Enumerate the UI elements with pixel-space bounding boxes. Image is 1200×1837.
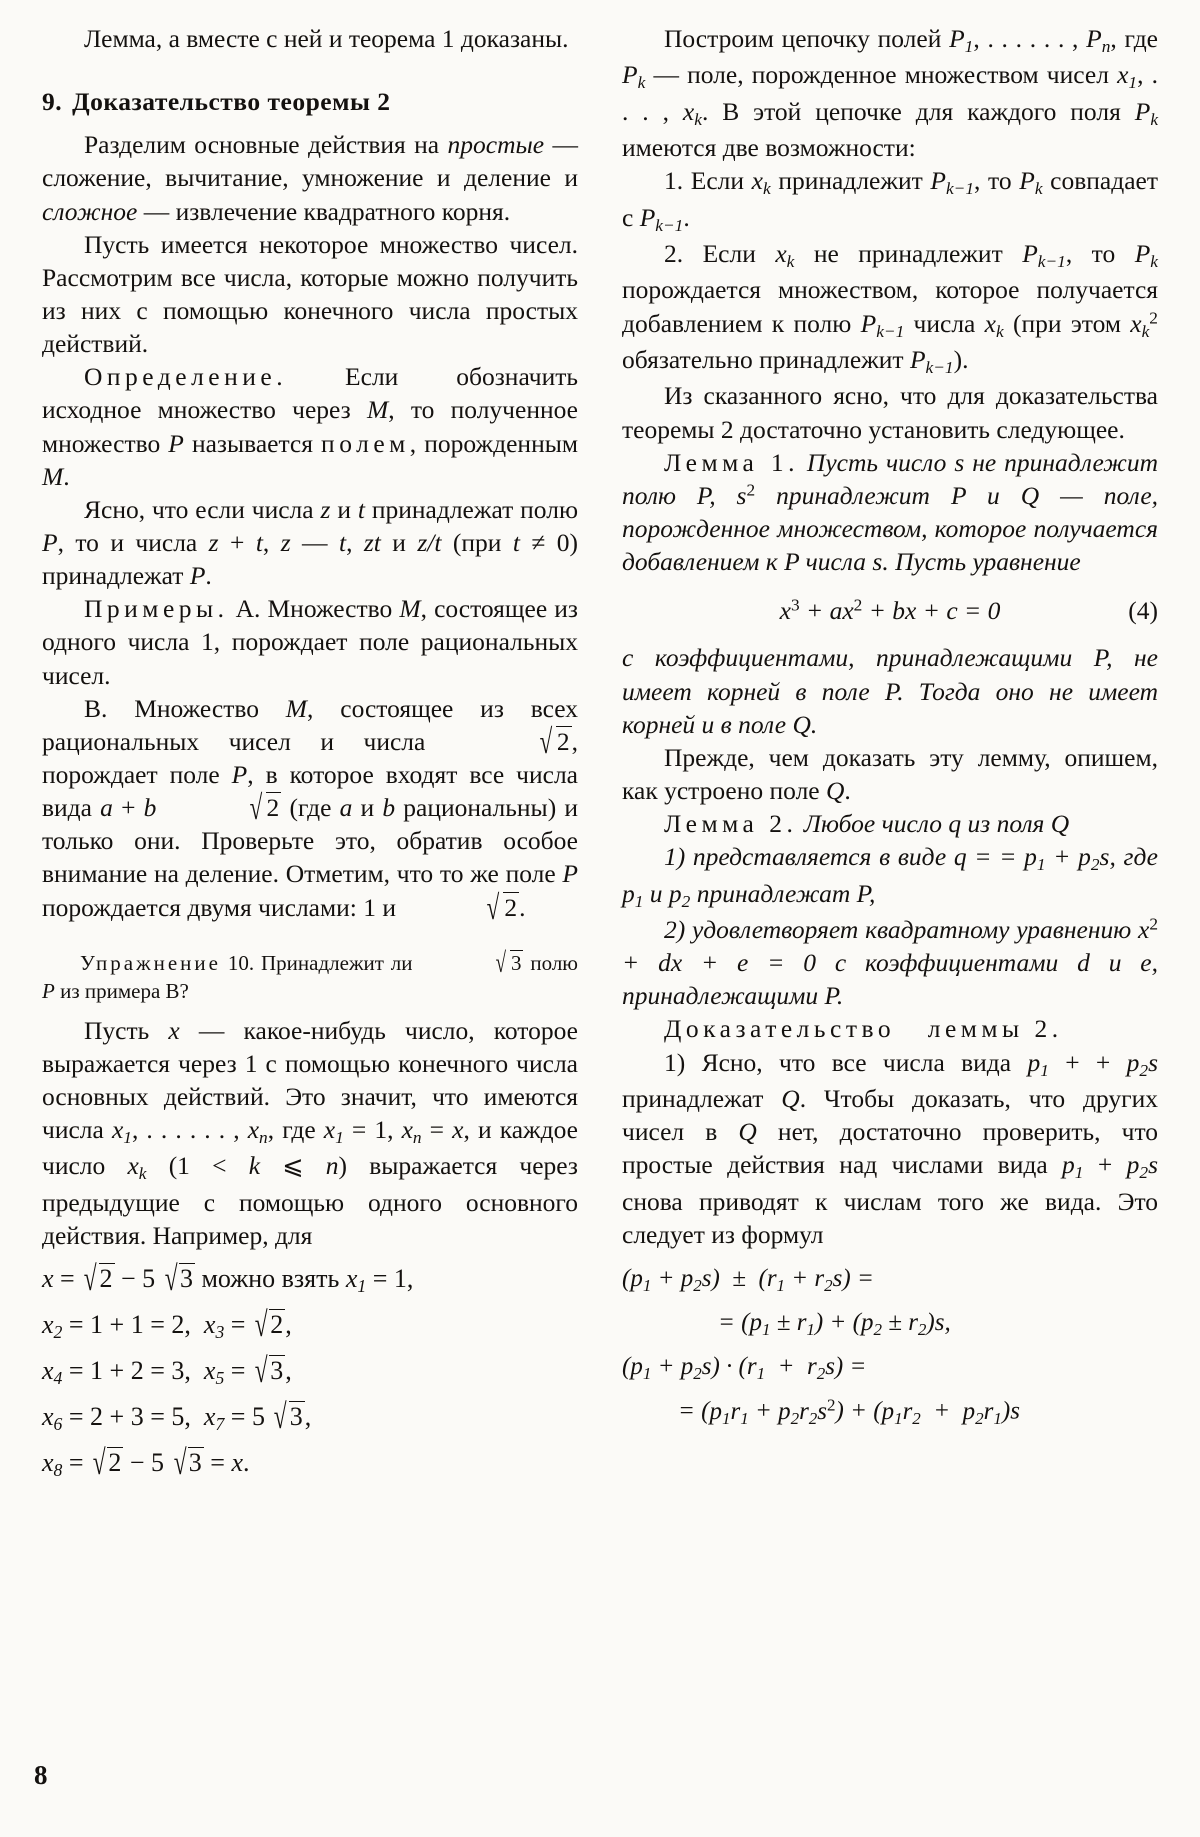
- paragraph-chain: Построим цепочку полей $P_1$, . . . . . . , $P_n$, где $P_k$ — поле, порожденное множеством чисел $x_1$, . . . , $x_k$. В этой цепочке для каждого поля $P_k$ имеются две возможности:: [622, 24, 1159, 163]
- lemma-2: Лемма 2. Любое число q из поля Q: [664, 809, 1070, 839]
- page-number: 8: [34, 1760, 48, 1790]
- two-column-body: [42, 22, 1158, 1492]
- equation-4: [622, 594, 1158, 627]
- exercise-10: Упражнение 10. Принадлежит ли √ 3 полю P из примера В?: [42, 946, 578, 1003]
- equation-x6-x7: $x_6 = 2 + 3 = 5$, $x_7 = 5$ √ 3,: [42, 1396, 312, 1436]
- equation-x8: $x_8$ = √ 2 − 5 √ 3 = x.: [42, 1442, 250, 1482]
- left-column: [42, 22, 578, 1492]
- paragraph-1: Разделим основные действия на простые — сложение, вычитание, умножение и деление и сложное — извлечение квадратного корня.: [42, 130, 579, 226]
- paragraph-example-b: В. Множество M, состоящее из всех рациональных чисел и числа √ 2, порождает поле P, в которое входят все числа вида a + b √ 2 (где a и b рациональны) и только они. Проверьте это, обратив особое внимание на деление. Отметим, что то же поле P порождается двумя числами: 1 и √ 2.: [42, 693, 578, 927]
- equation-x4-x5: $x_4 = 1 + 2 = 3$, $x_5$ = √ 3,: [42, 1350, 292, 1390]
- formula-line-1: $(p_1 + p_2s) \pm (r_1 + r_2s)$ =: [622, 1264, 874, 1295]
- section-title: Доказательство теоремы 2: [72, 87, 391, 117]
- paragraph-final: Пусть x — какое-нибудь число, которое выражается через 1 с помощью конечного числа основных действий. Это значит, что имеются числа $x_1$, . . . . . . , $x_n$, где $x_1 = 1$, $x_n = x$, и каждое число $x_k$ (1 < k ⩽ n) выражается через предыдущие с помощью одного основного действия. Например, для: [42, 1015, 578, 1250]
- right-column: [622, 22, 1158, 1492]
- equation-x2-x3: $x_2 = 1 + 1 = 2$, $x_3$ = √ 2,: [42, 1304, 292, 1344]
- section-number: 9.: [42, 87, 63, 117]
- equation-4-body: $x^3 + ax^2$ + bx + c = 0: [779, 595, 1001, 626]
- formula-line-2: = $(p_1 \pm r_1) + (p_2 \pm r_2)s$,: [718, 1308, 951, 1339]
- paragraph-definition: Определение. Если обозначить исходное множество через M, то полученное множество P называется полем, порожденным M.: [42, 362, 578, 491]
- formula-block: [622, 1263, 1158, 1430]
- case-1: 1. Если $x_k$ принадлежит $P_{k-1}$, то $P_k$ совпадает с $P_{k-1}$.: [622, 166, 1158, 235]
- proof-heading: Доказательство леммы 2.: [664, 1014, 1063, 1044]
- case-2: 2. Если $x_k$ не принадлежит $P_{k-1}$, то $P_k$ порождается множеством, которое получается добавлением к полю $P_{k-1}$ числа $x_k$ (при этом $x_k^2$ обязательно принадлежит $P_{k-1}$).: [622, 239, 1158, 377]
- section-heading: [42, 85, 578, 118]
- intro-paragraph: Лемма, а вместе с ней и теорема 1 доказаны.: [84, 24, 569, 53]
- lemma-1: Лемма 1. Пусть число s не принадлежит полю P, $s^2$ принадлежит P и Q — поле, порожденное множеством, которое получается добавлением к P числа s. Пусть уравнение: [622, 447, 1159, 577]
- paragraph-sufficient: Из сказанного ясно, что для доказательства теоремы 2 достаточно установить следующее.: [622, 381, 1158, 444]
- proof-body: 1) Ясно, что все числа вида $p_1$ + + $p_2s$ принадлежат Q. Чтобы доказать, что других чисел в Q нет, достаточно проверить, что простые действия над числами вида $p_1 + p_2s$ снова приводят к числам того же вида. Это следует из формул: [622, 1047, 1159, 1249]
- paragraph-before-lemma2: Прежде, чем доказать эту лемму, опишем, как устроено поле Q.: [622, 742, 1158, 805]
- equation-4-tag: (4): [1128, 596, 1158, 626]
- paragraph-2: Пусть имеется некоторое множество чисел. Рассмотрим все числа, которые можно получить из них с помощью конечного числа простых действий.: [42, 229, 578, 359]
- lemma-2-item-1: 1) представляется в виде q = = $p_1 + p_2s$, где $p_1$ и $p_2$ принадлежат P,: [622, 842, 1158, 911]
- equation-x-definition: x = √ 2 − 5 √ 3 можно взять $x_1 = 1$,: [42, 1258, 414, 1298]
- formula-line-3: $(p_1 + p_2s) \cdot (r_1 + r_2s)$ =: [622, 1352, 867, 1383]
- lemma-1-continued: с коэффициентами, принадлежащими P, не имеет корней в поле P. Тогда оно не имеет корней и в поле Q.: [622, 643, 1158, 739]
- paragraph-examples: Примеры. А. Множество M, состоящее из одного числа 1, порождает поле рациональных чисел.: [42, 594, 578, 690]
- lemma-2-item-2: 2) удовлетворяет квадратному уравнению $x^2$ + dx + e = 0 с коэффициентами d и e, принадлежащими P.: [622, 914, 1158, 1011]
- formula-line-4: = $(p_1r_1 + p_2r_2s^2) + (p_1r_2 + p_2r_1)s$: [678, 1395, 1020, 1428]
- paragraph-3: Ясно, что если числа z и t принадлежат полю P, то и числа z + t, z — t, zt и z/t (при t ≠ 0) принадлежат P.: [42, 494, 579, 591]
